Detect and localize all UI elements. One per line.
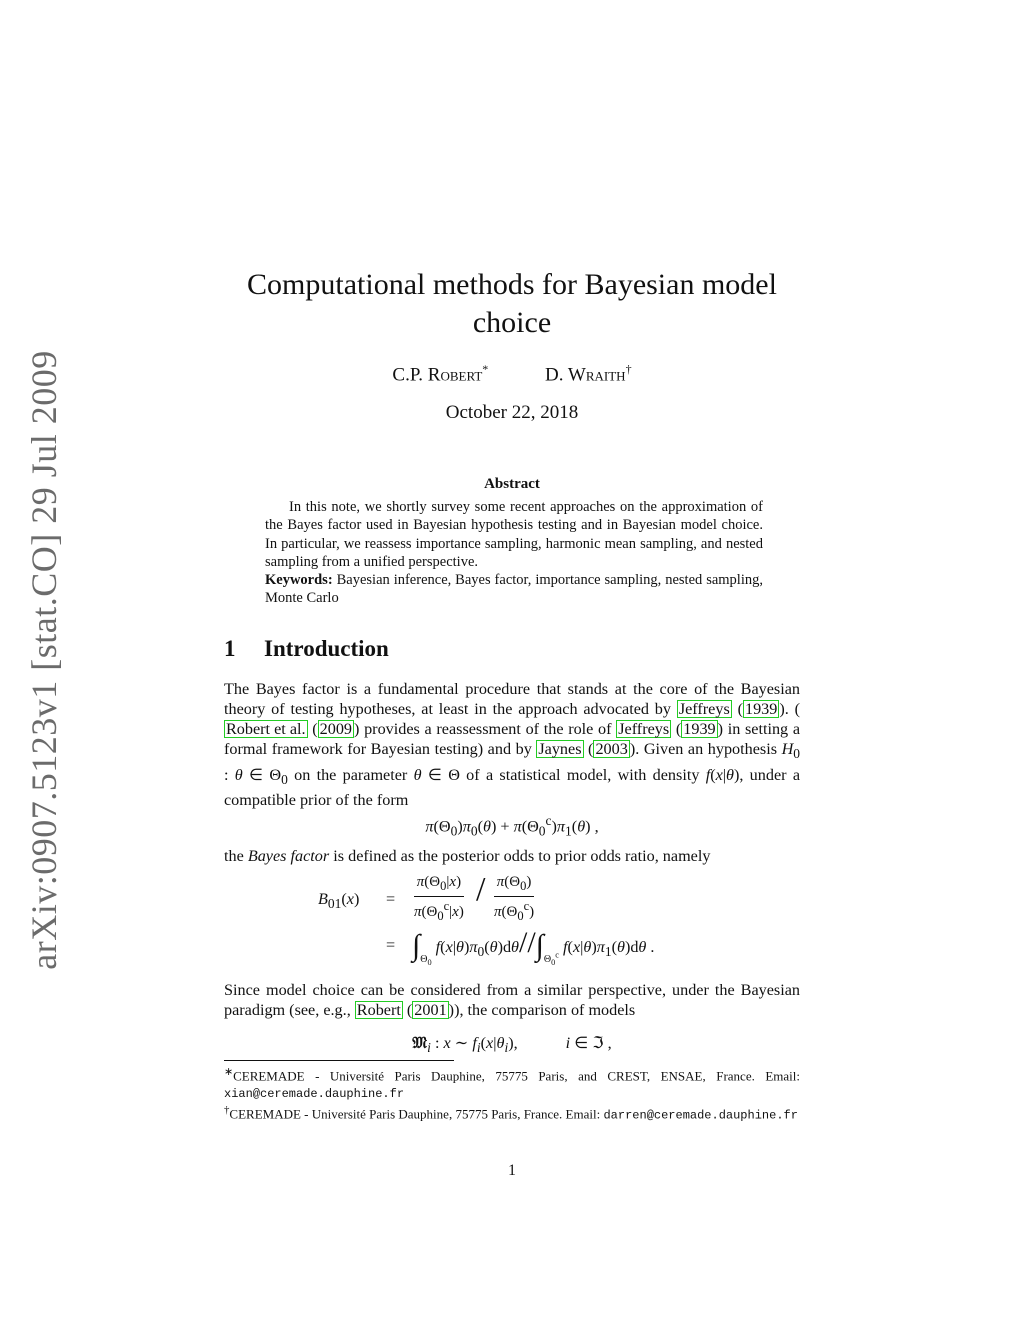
prior-equation: $\pi(\Theta_0)\pi_0(\theta) + \pi(\Theta_0^c)\pi_1(\theta)$ , [425, 813, 599, 839]
footnote-1: ∗CEREMADE - Université Paris Dauphine, 75775 Paris, and CREST, ENSAE, France. Email: xian@ceremade.dauphine.fr [224, 1066, 800, 1101]
section-heading [224, 636, 389, 662]
email-robert[interactable]: xian@ceremade.dauphine.fr [224, 1086, 405, 1101]
footnote-2: †CEREMADE - Université Paris Dauphine, 75775 Paris, France. Email: darren@ceremade.dauphine.fr [224, 1104, 798, 1123]
author-list [0, 362, 1024, 386]
author-robert-mark[interactable]: * [482, 362, 489, 376]
cite-1939[interactable]: 1939 [744, 700, 778, 719]
cite-1939-2[interactable]: 1939 [683, 720, 716, 739]
abstract-body [265, 498, 763, 608]
cite-robert[interactable]: Robert [356, 1001, 401, 1020]
cite-jaynes[interactable]: Jaynes [538, 740, 582, 759]
bayes-factor-equation: $B_{01}(x)$ = $\frac{\pi(\Theta_0|x)}{\pi(\Theta_0^c|x)}$ / $\frac{\pi(\Theta_0)}{\pi(\Theta_0^c)}$ = $\int_{\Theta_0}$ $f(x|\theta)\pi_0(\theta)d\theta//\int_{\Theta_0^c}$ $f(x|\theta)\pi_1(\theta)d\theta$ . [318, 871, 655, 967]
title-line-2: choice [472, 306, 552, 339]
arxiv-stamp: arXiv:0907.5123v1 [stat.CO] 29 Jul 2009 [24, 350, 64, 970]
cite-jeffreys[interactable]: Jeffreys [678, 700, 730, 719]
keywords-label: Keywords: [265, 572, 333, 589]
paper-date: October 22, 2018 [445, 402, 579, 423]
author-wraith: D. Wraith† [545, 362, 632, 386]
abstract-text: In this note, we shortly survey some recent approaches on the approximation of the Bayes factor used in Bayesian hypothesis testing and in Bayesian model choice. In particular, we reassess importance sampling, harmonic mean sampling, and nested sampling from a unified perspective. [265, 499, 763, 570]
cite-2001[interactable]: 2001 [414, 1001, 447, 1020]
abstract-heading: Abstract [484, 476, 540, 492]
cite-robert-et-al[interactable]: Robert et al. [226, 720, 306, 739]
keywords-text: Bayesian inference, Bayes factor, importance sampling, nested sampling, Monte Carlo [265, 572, 763, 607]
footnote-rule [224, 1060, 454, 1061]
author-wraith-mark[interactable]: † [625, 362, 632, 376]
title-line-1: Computational methods for Bayesian model [247, 268, 777, 301]
intro-paragraph: The Bayes factor is a fundamental procedure that stands at the core of the Bayesian theory of testing hypotheses, at least in the approach advocated by Jeffreys ( 1939 ). (Robert et al. ( 2009 ) provides a reassessment of the role of Jeffreys ( 1939 ) in setting a formal framework for Bayesian testing) and by Jaynes ( 2003 ). Given an hypothesis $H_0$ : θ ∈ $\Theta_0$ on the parameter θ ∈ Θ of a statistical model, with density f(x|θ), under a compatible prior of the form [224, 680, 801, 809]
section-title: Introduction [264, 636, 389, 661]
models-equation: 𝔐$_i$ : x ∼ $f_i(x|\theta_i)$, i ∈ ℑ , [412, 1034, 612, 1056]
author-robert: C.P. Robert* [392, 362, 489, 386]
bayes-factor-definition: the Bayes factor is defined as the posterior odds to prior odds ratio, namely [224, 847, 711, 865]
cite-2009[interactable]: 2009 [319, 720, 353, 739]
cite-jeffreys-2[interactable]: Jeffreys [618, 720, 670, 739]
model-choice-paragraph: Since model choice can be considered from a similar perspective, under the Bayesian paradigm (see, e.g., Robert ( 2001 )), the comparison of models [224, 981, 800, 1020]
paper-title [0, 266, 1024, 342]
cite-2003[interactable]: 2003 [595, 740, 628, 759]
footnotes [224, 1064, 800, 1124]
page-number: 1 [508, 1162, 516, 1179]
email-wraith[interactable]: darren@ceremade.dauphine.fr [603, 1108, 798, 1123]
section-number: 1 [224, 636, 236, 661]
bayes-factor-term: Bayes factor [247, 847, 330, 865]
keywords [265, 571, 763, 608]
